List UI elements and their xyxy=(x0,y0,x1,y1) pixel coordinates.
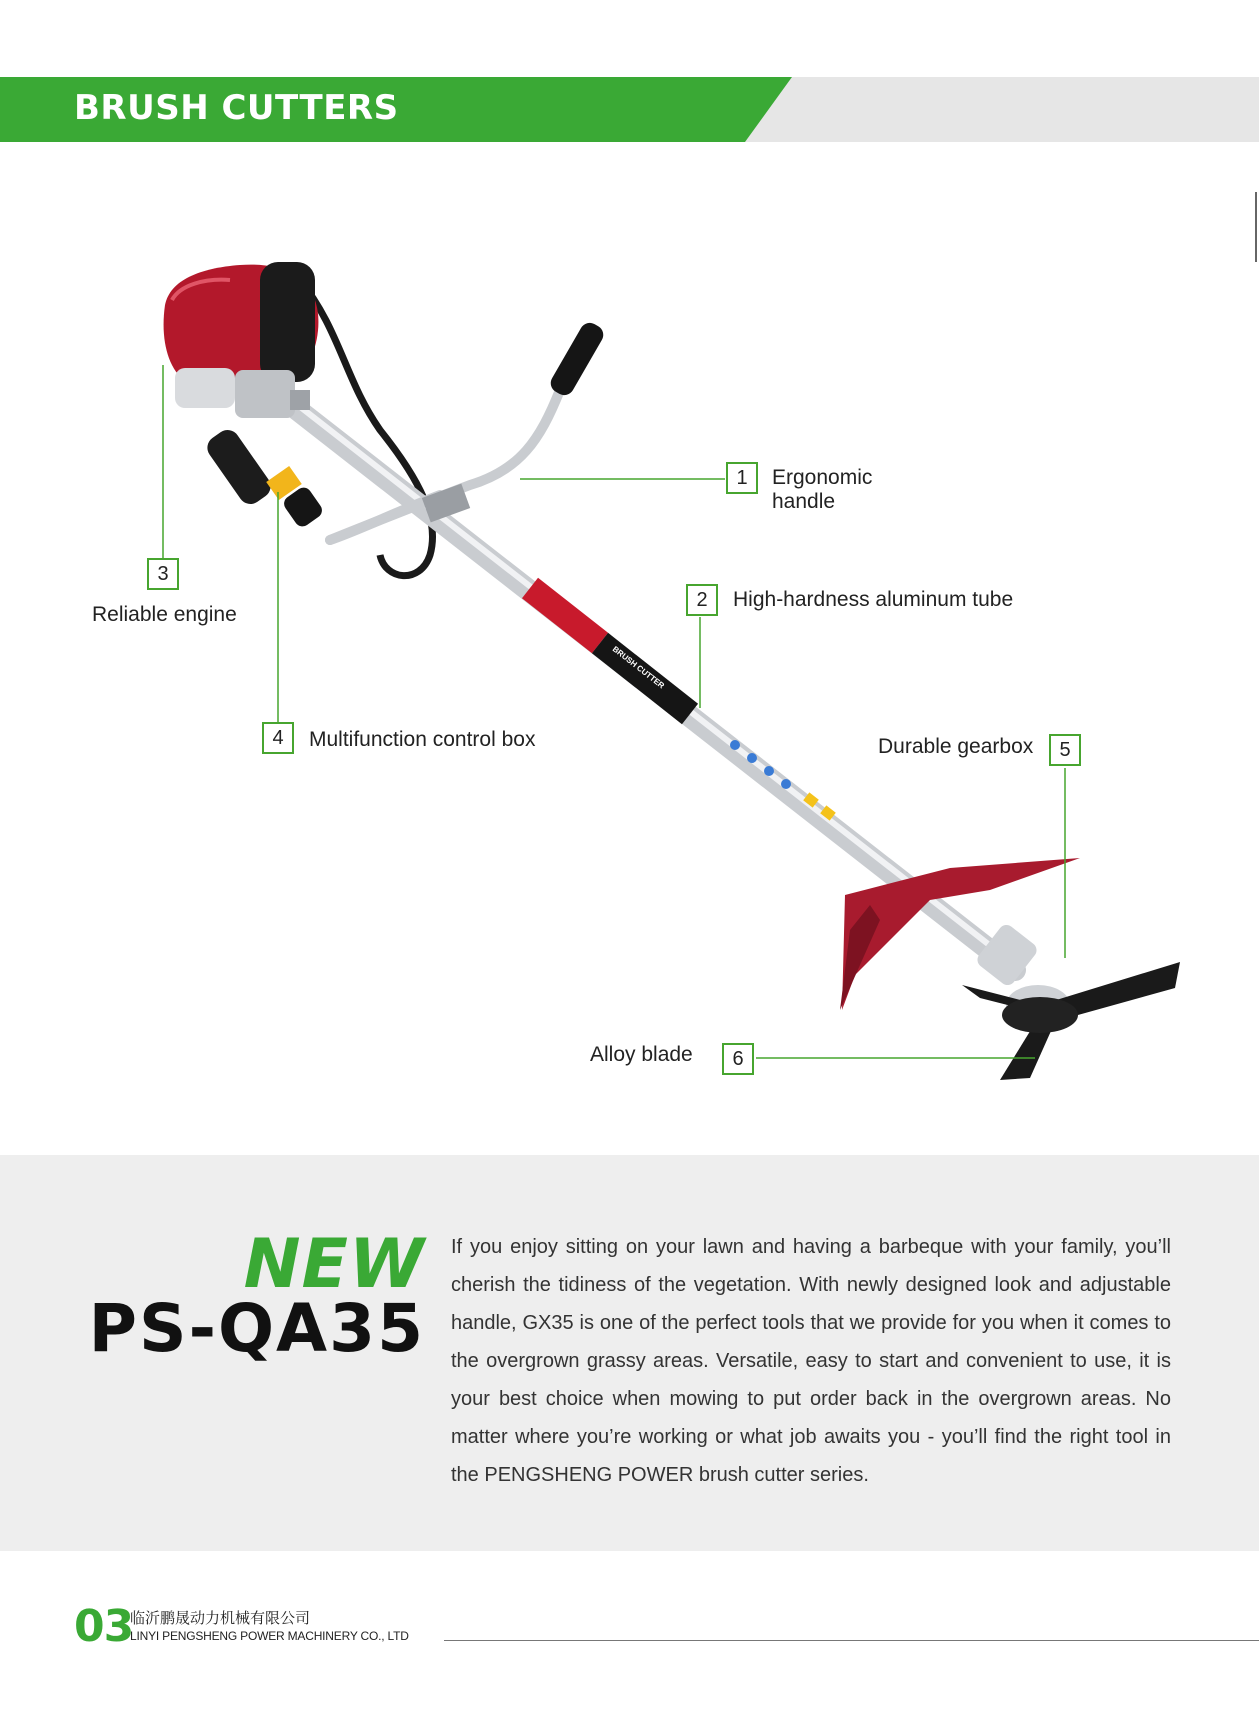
handle-clamp xyxy=(422,484,470,523)
callout-label-4: Multifunction control box xyxy=(309,728,536,751)
alloy-blade xyxy=(962,962,1180,1080)
callout-label-6: Alloy blade xyxy=(590,1043,693,1066)
callout-number-2: 2 xyxy=(686,584,718,616)
company-name-en: LINYI PENGSHENG POWER MACHINERY CO., LTD xyxy=(130,1629,409,1643)
callout-label-5: Durable gearbox xyxy=(878,735,1034,758)
product-description: If you enjoy sitting on your lawn and having a barbeque with your family, you’ll cherish the tidiness of the vegetation. With newly designed look and adjustable handle, GX35 is one of the perfect tools that we provide for you when it comes to the overgrown grassy areas. Versatile, easy to start and convenient to use, it is your best choice when mowing to put order back in the overgrown areas. No matter where you’re working or what job awaits you - you’ll find the right tool in the PENGSHENG POWER brush cutter series. xyxy=(451,1236,1171,1486)
control-box xyxy=(203,425,276,508)
callout-label-2: High-hardness aluminum tube xyxy=(733,588,1014,611)
company-name-cn: 临沂鹏晟动力机械有限公司 xyxy=(130,1609,311,1627)
callout-number-5: 5 xyxy=(1049,734,1081,766)
callout-number-4: 4 xyxy=(262,722,294,754)
callout-number-3: 3 xyxy=(147,558,179,590)
tube-red-wrap xyxy=(530,588,600,643)
model-name: PS-QA35 xyxy=(88,1290,425,1367)
section-title: BRUSH CUTTERS xyxy=(74,88,399,128)
tube-label: BRUSH CUTTER xyxy=(610,644,667,691)
callout-label-3: Reliable engine xyxy=(92,603,237,626)
engine xyxy=(164,262,319,418)
page-number: 03 xyxy=(74,1601,134,1652)
callout-label-1: Ergonomic handle xyxy=(772,466,873,513)
footer-rule xyxy=(444,1640,1259,1641)
new-label: NEW xyxy=(243,1225,425,1304)
callout-number-6: 6 xyxy=(722,1043,754,1075)
callout-number-1: 1 xyxy=(726,462,758,494)
callout-lines xyxy=(163,365,1065,1058)
right-grip xyxy=(547,319,607,399)
